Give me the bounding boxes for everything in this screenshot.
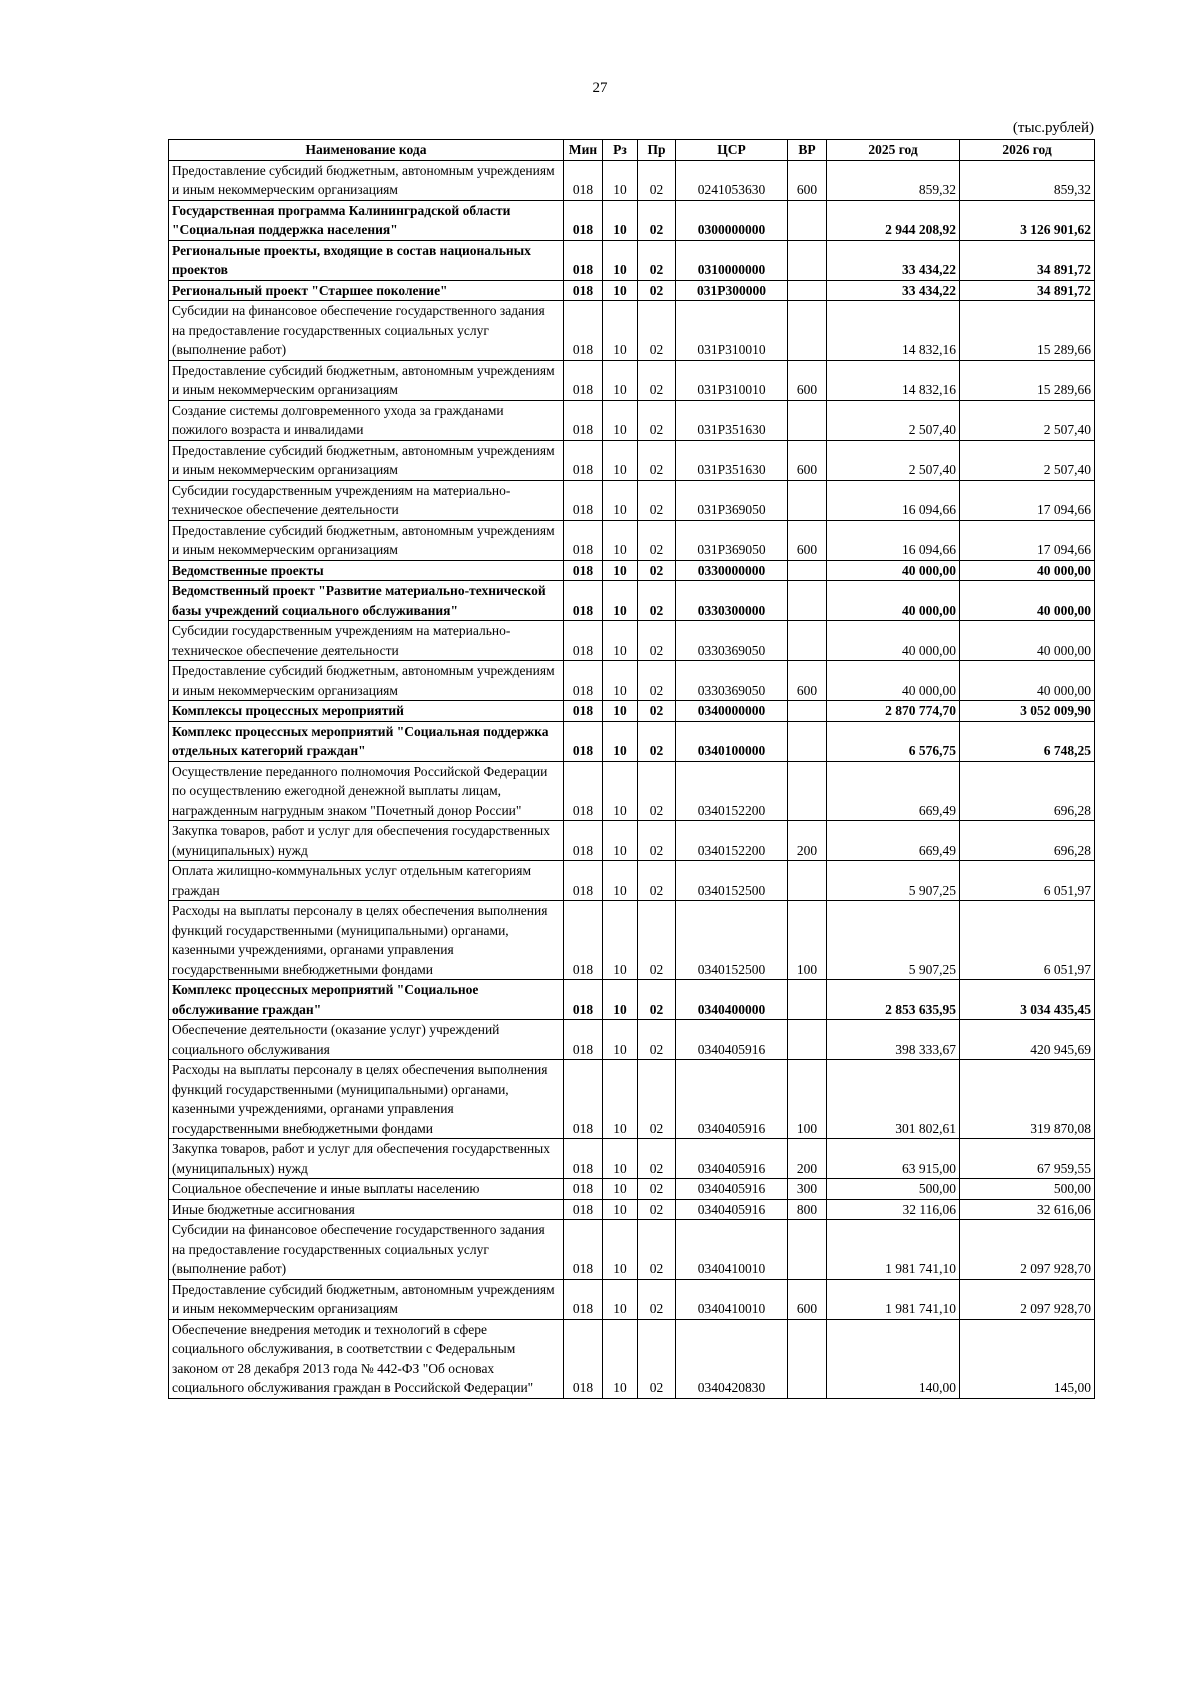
cell-pr: 02 [638,901,676,980]
cell-2025: 63 915,00 [827,1139,960,1179]
column-header-name: Наименование кода [169,140,564,161]
table-header-row [169,140,1095,161]
cell-csr: 031P300000 [676,280,788,301]
cell-min: 018 [564,520,603,560]
cell-csr: 0340405916 [676,1060,788,1139]
cell-2025: 398 333,67 [827,1020,960,1060]
cell-vr: 600 [788,360,827,400]
cell-2025: 32 116,06 [827,1199,960,1220]
cell-2026: 3 052 009,90 [960,701,1095,722]
cell-name: Субсидии на финансовое обеспечение государственного задания на предоставление государственных социальных услуг (выполнение работ) [169,301,564,361]
table-row [169,520,1095,560]
table-row [169,1279,1095,1319]
cell-csr: 031P310010 [676,360,788,400]
cell-csr: 0340405916 [676,1199,788,1220]
cell-vr: 300 [788,1179,827,1200]
cell-csr: 031P351630 [676,400,788,440]
table-row [169,661,1095,701]
cell-2025: 14 832,16 [827,301,960,361]
cell-2026: 3 034 435,45 [960,980,1095,1020]
cell-rz: 10 [603,621,638,661]
column-header-rz: Рз [603,140,638,161]
cell-vr [788,1220,827,1280]
cell-2025: 1 981 741,10 [827,1220,960,1280]
cell-min: 018 [564,621,603,661]
cell-2026: 696,28 [960,761,1095,821]
cell-name: Ведомственные проекты [169,560,564,581]
cell-2025: 2 507,40 [827,440,960,480]
cell-min: 018 [564,1199,603,1220]
cell-vr: 200 [788,821,827,861]
cell-csr: 0340152500 [676,901,788,980]
cell-2026: 3 126 901,62 [960,200,1095,240]
cell-csr: 0340410010 [676,1279,788,1319]
table-row [169,1139,1095,1179]
cell-rz: 10 [603,701,638,722]
cell-min: 018 [564,1020,603,1060]
cell-pr: 02 [638,240,676,280]
cell-rz: 10 [603,1199,638,1220]
cell-pr: 02 [638,721,676,761]
cell-2026: 696,28 [960,821,1095,861]
cell-min: 018 [564,1220,603,1280]
cell-min: 018 [564,901,603,980]
cell-2025: 14 832,16 [827,360,960,400]
cell-name: Субсидии государственным учреждениям на материально-техническое обеспечение деятельности [169,621,564,661]
cell-name: Предоставление субсидий бюджетным, автономным учреждениям и иным некоммерческим организациям [169,440,564,480]
cell-rz: 10 [603,200,638,240]
cell-2025: 6 576,75 [827,721,960,761]
table-row [169,581,1095,621]
cell-name: Расходы на выплаты персоналу в целях обеспечения выполнения функций государственными (муниципальными) органами, казенными учреждениями, органами управления государственными внебюджетными фондами [169,1060,564,1139]
cell-name: Обеспечение внедрения методик и технологий в сфере социального обслуживания, в соответствии с Федеральным законом от 28 декабря 2013 года № 442-ФЗ "Об основах социального обслуживания граждан в Российской Федерации" [169,1319,564,1398]
cell-2025: 2 944 208,92 [827,200,960,240]
cell-2025: 33 434,22 [827,240,960,280]
cell-min: 018 [564,1179,603,1200]
cell-csr: 0330300000 [676,581,788,621]
table-row [169,400,1095,440]
cell-rz: 10 [603,761,638,821]
cell-2025: 5 907,25 [827,861,960,901]
cell-vr: 800 [788,1199,827,1220]
cell-rz: 10 [603,560,638,581]
cell-2025: 2 870 774,70 [827,701,960,722]
cell-csr: 031P351630 [676,440,788,480]
cell-vr: 600 [788,661,827,701]
cell-min: 018 [564,560,603,581]
cell-csr: 031P369050 [676,480,788,520]
cell-2026: 15 289,66 [960,360,1095,400]
cell-csr: 0330000000 [676,560,788,581]
table-row [169,200,1095,240]
cell-vr [788,980,827,1020]
cell-csr: 0340000000 [676,701,788,722]
cell-pr: 02 [638,861,676,901]
cell-2026: 145,00 [960,1319,1095,1398]
table-row [169,1199,1095,1220]
cell-pr: 02 [638,1139,676,1179]
cell-name: Обеспечение деятельности (оказание услуг) учреждений социального обслуживания [169,1020,564,1060]
cell-csr: 031P369050 [676,520,788,560]
cell-min: 018 [564,200,603,240]
cell-2025: 16 094,66 [827,480,960,520]
cell-vr [788,480,827,520]
cell-csr: 0300000000 [676,200,788,240]
cell-rz: 10 [603,1319,638,1398]
cell-name: Ведомственный проект "Развитие материально-технической базы учреждений социального обслуживания" [169,581,564,621]
cell-pr: 02 [638,980,676,1020]
cell-2026: 40 000,00 [960,560,1095,581]
cell-2025: 859,32 [827,160,960,200]
column-header-vr: ВР [788,140,827,161]
cell-name: Субсидии государственным учреждениям на материально-техническое обеспечение деятельности [169,480,564,520]
cell-name: Социальное обеспечение и иные выплаты населению [169,1179,564,1200]
table-row [169,360,1095,400]
cell-2025: 40 000,00 [827,661,960,701]
table-row [169,1020,1095,1060]
cell-name: Комплекс процессных мероприятий "Социальная поддержка отдельных категорий граждан" [169,721,564,761]
cell-2025: 301 802,61 [827,1060,960,1139]
cell-pr: 02 [638,480,676,520]
cell-pr: 02 [638,1220,676,1280]
cell-2026: 67 959,55 [960,1139,1095,1179]
cell-2026: 6 051,97 [960,901,1095,980]
cell-rz: 10 [603,160,638,200]
cell-min: 018 [564,400,603,440]
cell-rz: 10 [603,980,638,1020]
table-row [169,901,1095,980]
cell-csr: 0340405916 [676,1139,788,1179]
units-label: (тыс.рублей) [1012,120,1094,136]
table-row [169,1220,1095,1280]
cell-csr: 0340420830 [676,1319,788,1398]
table-row [169,301,1095,361]
cell-name: Предоставление субсидий бюджетным, автономным учреждениям и иным некоммерческим организациям [169,1279,564,1319]
cell-csr: 0340152200 [676,761,788,821]
table-row [169,160,1095,200]
cell-pr: 02 [638,1319,676,1398]
table-row [169,761,1095,821]
page-number: 27 [592,80,608,96]
cell-csr: 031P310010 [676,301,788,361]
cell-name: Комплексы процессных мероприятий [169,701,564,722]
cell-pr: 02 [638,621,676,661]
cell-csr: 0340400000 [676,980,788,1020]
cell-2026: 40 000,00 [960,661,1095,701]
cell-vr [788,301,827,361]
cell-rz: 10 [603,301,638,361]
cell-pr: 02 [638,821,676,861]
cell-name: Осуществление переданного полномочия Российской Федерации по осуществлению ежегодной денежной выплаты лицам, награжденным нагрудным знаком "Почетный донор России" [169,761,564,821]
cell-pr: 02 [638,1199,676,1220]
table-body [169,160,1095,1398]
cell-vr [788,1319,827,1398]
cell-2026: 859,32 [960,160,1095,200]
cell-name: Региональные проекты, входящие в состав национальных проектов [169,240,564,280]
cell-min: 018 [564,821,603,861]
table-row [169,1319,1095,1398]
cell-2026: 2 097 928,70 [960,1220,1095,1280]
cell-vr [788,1020,827,1060]
cell-name: Создание системы долговременного ухода за гражданами пожилого возраста и инвалидами [169,400,564,440]
cell-rz: 10 [603,821,638,861]
cell-rz: 10 [603,360,638,400]
cell-2026: 2 507,40 [960,400,1095,440]
cell-vr [788,400,827,440]
cell-vr [788,200,827,240]
cell-rz: 10 [603,480,638,520]
cell-vr [788,721,827,761]
cell-rz: 10 [603,721,638,761]
cell-min: 018 [564,701,603,722]
cell-pr: 02 [638,160,676,200]
cell-2026: 17 094,66 [960,480,1095,520]
cell-rz: 10 [603,1060,638,1139]
cell-vr: 600 [788,440,827,480]
cell-rz: 10 [603,661,638,701]
cell-csr: 0241053630 [676,160,788,200]
cell-csr: 0340410010 [676,1220,788,1280]
cell-2026: 40 000,00 [960,621,1095,661]
cell-name: Иные бюджетные ассигнования [169,1199,564,1220]
cell-pr: 02 [638,200,676,240]
cell-min: 018 [564,1139,603,1179]
table-row [169,1060,1095,1139]
cell-2026: 2 507,40 [960,440,1095,480]
cell-min: 018 [564,240,603,280]
cell-name: Предоставление субсидий бюджетным, автономным учреждениям и иным некоммерческим организациям [169,520,564,560]
cell-min: 018 [564,360,603,400]
cell-csr: 0340100000 [676,721,788,761]
cell-2026: 2 097 928,70 [960,1279,1095,1319]
cell-rz: 10 [603,581,638,621]
cell-pr: 02 [638,581,676,621]
cell-name: Государственная программа Калининградской области "Социальная поддержка населения" [169,200,564,240]
cell-pr: 02 [638,761,676,821]
cell-vr [788,701,827,722]
cell-2026: 40 000,00 [960,581,1095,621]
cell-name: Расходы на выплаты персоналу в целях обеспечения выполнения функций государственными (муниципальными) органами, казенными учреждениями, органами управления государственными внебюджетными фондами [169,901,564,980]
cell-2025: 140,00 [827,1319,960,1398]
cell-name: Закупка товаров, работ и услуг для обеспечения государственных (муниципальных) нужд [169,1139,564,1179]
cell-rz: 10 [603,901,638,980]
column-header-csr: ЦСР [676,140,788,161]
cell-2026: 6 051,97 [960,861,1095,901]
cell-2026: 500,00 [960,1179,1095,1200]
table-row [169,821,1095,861]
cell-vr [788,581,827,621]
cell-vr [788,761,827,821]
table-row [169,861,1095,901]
cell-name: Предоставление субсидий бюджетным, автономным учреждениям и иным некоммерческим организациям [169,661,564,701]
cell-2025: 669,49 [827,761,960,821]
cell-vr: 100 [788,1060,827,1139]
cell-2026: 319 870,08 [960,1060,1095,1139]
column-header-2025: 2025 год [827,140,960,161]
cell-pr: 02 [638,1179,676,1200]
cell-pr: 02 [638,440,676,480]
cell-vr: 600 [788,1279,827,1319]
cell-vr [788,621,827,661]
cell-pr: 02 [638,301,676,361]
cell-2025: 40 000,00 [827,621,960,661]
cell-name: Субсидии на финансовое обеспечение государственного задания на предоставление государственных социальных услуг (выполнение работ) [169,1220,564,1280]
cell-vr: 600 [788,520,827,560]
table-row [169,280,1095,301]
table-row [169,701,1095,722]
cell-rz: 10 [603,1220,638,1280]
table-row [169,440,1095,480]
cell-2025: 5 907,25 [827,901,960,980]
cell-min: 018 [564,1319,603,1398]
cell-min: 018 [564,721,603,761]
cell-name: Региональный проект "Старшее поколение" [169,280,564,301]
cell-pr: 02 [638,520,676,560]
cell-2025: 1 981 741,10 [827,1279,960,1319]
table-row [169,1179,1095,1200]
cell-pr: 02 [638,701,676,722]
cell-min: 018 [564,160,603,200]
cell-2026: 34 891,72 [960,280,1095,301]
cell-vr: 600 [788,160,827,200]
cell-vr: 100 [788,901,827,980]
cell-2025: 40 000,00 [827,581,960,621]
cell-csr: 0340152200 [676,821,788,861]
cell-2026: 420 945,69 [960,1020,1095,1060]
cell-csr: 0330369050 [676,621,788,661]
cell-2026: 17 094,66 [960,520,1095,560]
cell-csr: 0310000000 [676,240,788,280]
table-row [169,480,1095,520]
cell-vr [788,861,827,901]
cell-csr: 0340405916 [676,1179,788,1200]
cell-2025: 16 094,66 [827,520,960,560]
cell-min: 018 [564,761,603,821]
cell-vr [788,560,827,581]
cell-2025: 33 434,22 [827,280,960,301]
table-row [169,721,1095,761]
cell-rz: 10 [603,861,638,901]
table-row [169,980,1095,1020]
cell-rz: 10 [603,400,638,440]
cell-min: 018 [564,440,603,480]
cell-2025: 40 000,00 [827,560,960,581]
cell-pr: 02 [638,661,676,701]
table-row [169,240,1095,280]
cell-min: 018 [564,480,603,520]
cell-min: 018 [564,581,603,621]
cell-rz: 10 [603,1279,638,1319]
cell-name: Предоставление субсидий бюджетным, автономным учреждениям и иным некоммерческим организациям [169,160,564,200]
column-header-2026: 2026 год [960,140,1095,161]
cell-name: Закупка товаров, работ и услуг для обеспечения государственных (муниципальных) нужд [169,821,564,861]
cell-min: 018 [564,661,603,701]
cell-rz: 10 [603,1139,638,1179]
column-header-pr: Пр [638,140,676,161]
cell-rz: 10 [603,1020,638,1060]
cell-2026: 34 891,72 [960,240,1095,280]
cell-2026: 6 748,25 [960,721,1095,761]
column-header-min: Мин [564,140,603,161]
cell-pr: 02 [638,1060,676,1139]
table-row [169,560,1095,581]
cell-vr [788,240,827,280]
cell-pr: 02 [638,1279,676,1319]
budget-table [168,139,1095,1399]
cell-2026: 32 616,06 [960,1199,1095,1220]
cell-min: 018 [564,980,603,1020]
cell-pr: 02 [638,360,676,400]
cell-vr: 200 [788,1139,827,1179]
cell-rz: 10 [603,440,638,480]
cell-2025: 2 853 635,95 [827,980,960,1020]
cell-rz: 10 [603,1179,638,1200]
cell-pr: 02 [638,280,676,301]
cell-pr: 02 [638,400,676,440]
cell-min: 018 [564,1279,603,1319]
cell-min: 018 [564,1060,603,1139]
cell-csr: 0340152500 [676,861,788,901]
cell-2025: 2 507,40 [827,400,960,440]
cell-min: 018 [564,861,603,901]
cell-rz: 10 [603,240,638,280]
cell-min: 018 [564,301,603,361]
cell-name: Комплекс процессных мероприятий "Социальное обслуживание граждан" [169,980,564,1020]
cell-rz: 10 [603,520,638,560]
cell-csr: 0330369050 [676,661,788,701]
cell-name: Оплата жилищно-коммунальных услуг отдельным категориям граждан [169,861,564,901]
cell-csr: 0340405916 [676,1020,788,1060]
cell-2026: 15 289,66 [960,301,1095,361]
cell-rz: 10 [603,280,638,301]
cell-name: Предоставление субсидий бюджетным, автономным учреждениям и иным некоммерческим организациям [169,360,564,400]
cell-2025: 500,00 [827,1179,960,1200]
cell-pr: 02 [638,560,676,581]
cell-2025: 669,49 [827,821,960,861]
cell-vr [788,280,827,301]
cell-min: 018 [564,280,603,301]
cell-pr: 02 [638,1020,676,1060]
table-row [169,621,1095,661]
